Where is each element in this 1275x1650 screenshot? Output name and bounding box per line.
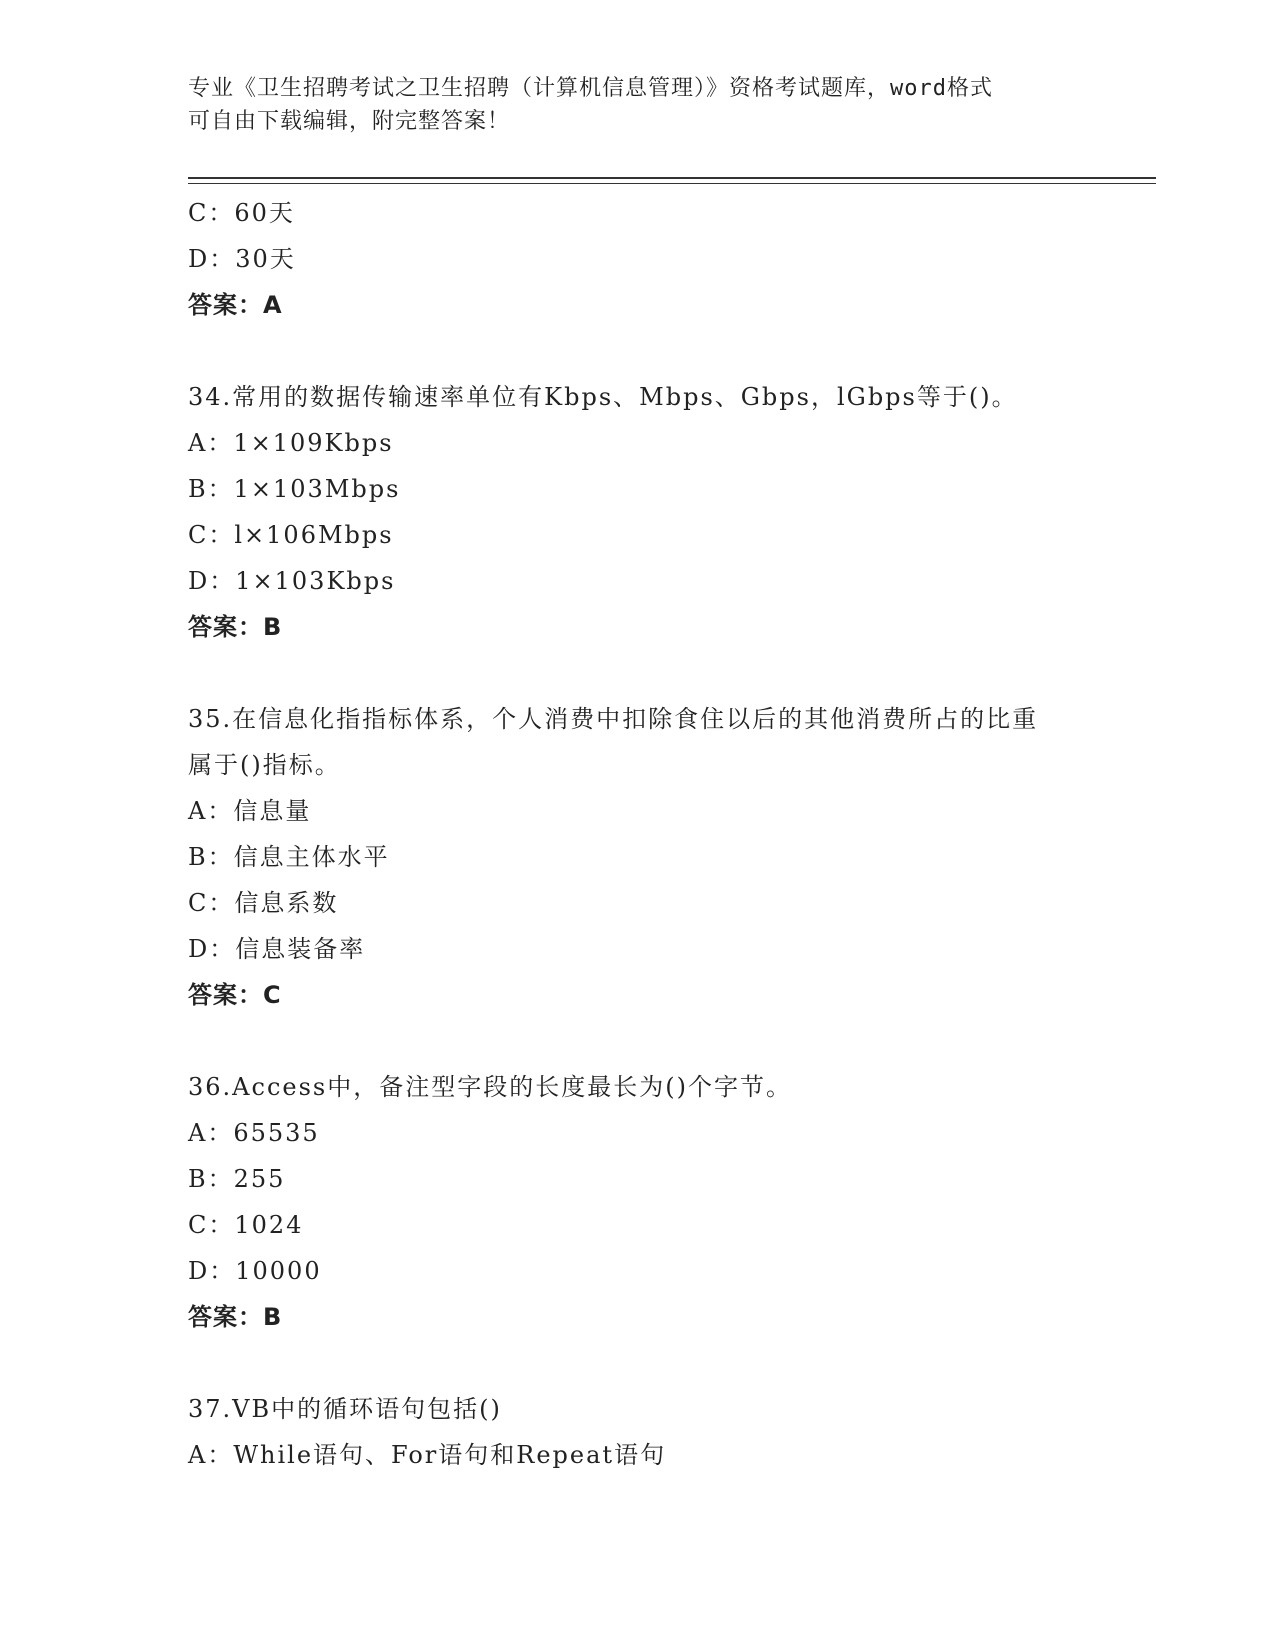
- option-b: [188, 834, 1088, 880]
- option-label: D：: [188, 567, 236, 595]
- option-d: [188, 926, 1088, 972]
- option-text: 信息装备率: [235, 935, 366, 963]
- spacer: [188, 650, 1088, 696]
- option-text: 30天: [235, 245, 296, 273]
- option-a: [188, 788, 1088, 834]
- option-label: A：: [188, 1119, 234, 1147]
- previous-question-tail: [188, 190, 1088, 328]
- option-text: 65535: [233, 1119, 320, 1147]
- option-label: D：: [188, 1257, 236, 1285]
- option-text: 60天: [234, 199, 295, 227]
- question-stem: 37.VB中的循环语句包括(): [188, 1395, 502, 1423]
- option-label: C：: [188, 521, 235, 549]
- answer-line: 答案：B: [188, 613, 283, 641]
- answer-line: 答案：C: [188, 981, 282, 1009]
- answer-line: 答案：A: [188, 291, 283, 319]
- option-b: [188, 466, 1088, 512]
- spacer: [188, 1340, 1088, 1386]
- question-35: [188, 696, 1088, 1018]
- question-36: [188, 1064, 1088, 1340]
- option-label: B：: [188, 475, 234, 503]
- option-text: 1×109Kbps: [233, 429, 394, 457]
- question-list: [188, 190, 1088, 1478]
- option-text: 1×103Kbps: [235, 567, 396, 595]
- header-line-1: 专业《卫生招聘考试之卫生招聘（计算机信息管理）》资格考试题库，word格式: [188, 76, 993, 101]
- option-d: [188, 236, 1088, 282]
- option-b: [188, 1156, 1088, 1202]
- option-text: 信息量: [233, 797, 312, 825]
- document-header: [188, 72, 1068, 138]
- option-label: D：: [188, 245, 236, 273]
- question-37: [188, 1386, 1088, 1478]
- question-stem: 35.在信息化指指标体系，个人消费中扣除食住以后的其他消费所占的比重属于()指标。: [188, 705, 1039, 779]
- answer-line: 答案：B: [188, 1303, 283, 1331]
- header-rule-thick: [188, 177, 1156, 179]
- option-text: 255: [233, 1165, 286, 1193]
- option-d: [188, 1248, 1088, 1294]
- option-a: [188, 1432, 1088, 1478]
- option-a: [188, 420, 1088, 466]
- option-text: 1024: [234, 1211, 304, 1239]
- header-rule-thin: [188, 183, 1156, 184]
- spacer: [188, 328, 1088, 374]
- header-line-2: 可自由下载编辑，附完整答案！: [188, 109, 511, 134]
- option-label: D：: [188, 935, 236, 963]
- option-a: [188, 1110, 1088, 1156]
- question-stem: 34.常用的数据传输速率单位有Kbps、Mbps、Gbps，lGbps等于()。: [188, 383, 1018, 411]
- option-d: [188, 558, 1088, 604]
- option-label: A：: [188, 1441, 234, 1469]
- option-label: A：: [188, 429, 234, 457]
- option-text: 1×103Mbps: [233, 475, 401, 503]
- question-34: [188, 374, 1088, 650]
- option-c: [188, 1202, 1088, 1248]
- option-label: B：: [188, 843, 234, 871]
- question-stem: 36.Access中，备注型字段的长度最长为()个字节。: [188, 1073, 792, 1101]
- option-text: While语句、For语句和Repeat语句: [233, 1441, 667, 1469]
- option-label: C：: [188, 199, 235, 227]
- option-label: A：: [188, 797, 234, 825]
- option-label: C：: [188, 889, 235, 917]
- option-text: 信息系数: [234, 889, 339, 917]
- option-label: B：: [188, 1165, 234, 1193]
- option-text: 10000: [235, 1257, 322, 1285]
- option-text: 信息主体水平: [233, 843, 390, 871]
- option-c: [188, 512, 1088, 558]
- option-c: [188, 190, 1088, 236]
- spacer: [188, 1018, 1088, 1064]
- option-c: [188, 880, 1088, 926]
- option-text: l×106Mbps: [234, 521, 394, 549]
- option-label: C：: [188, 1211, 235, 1239]
